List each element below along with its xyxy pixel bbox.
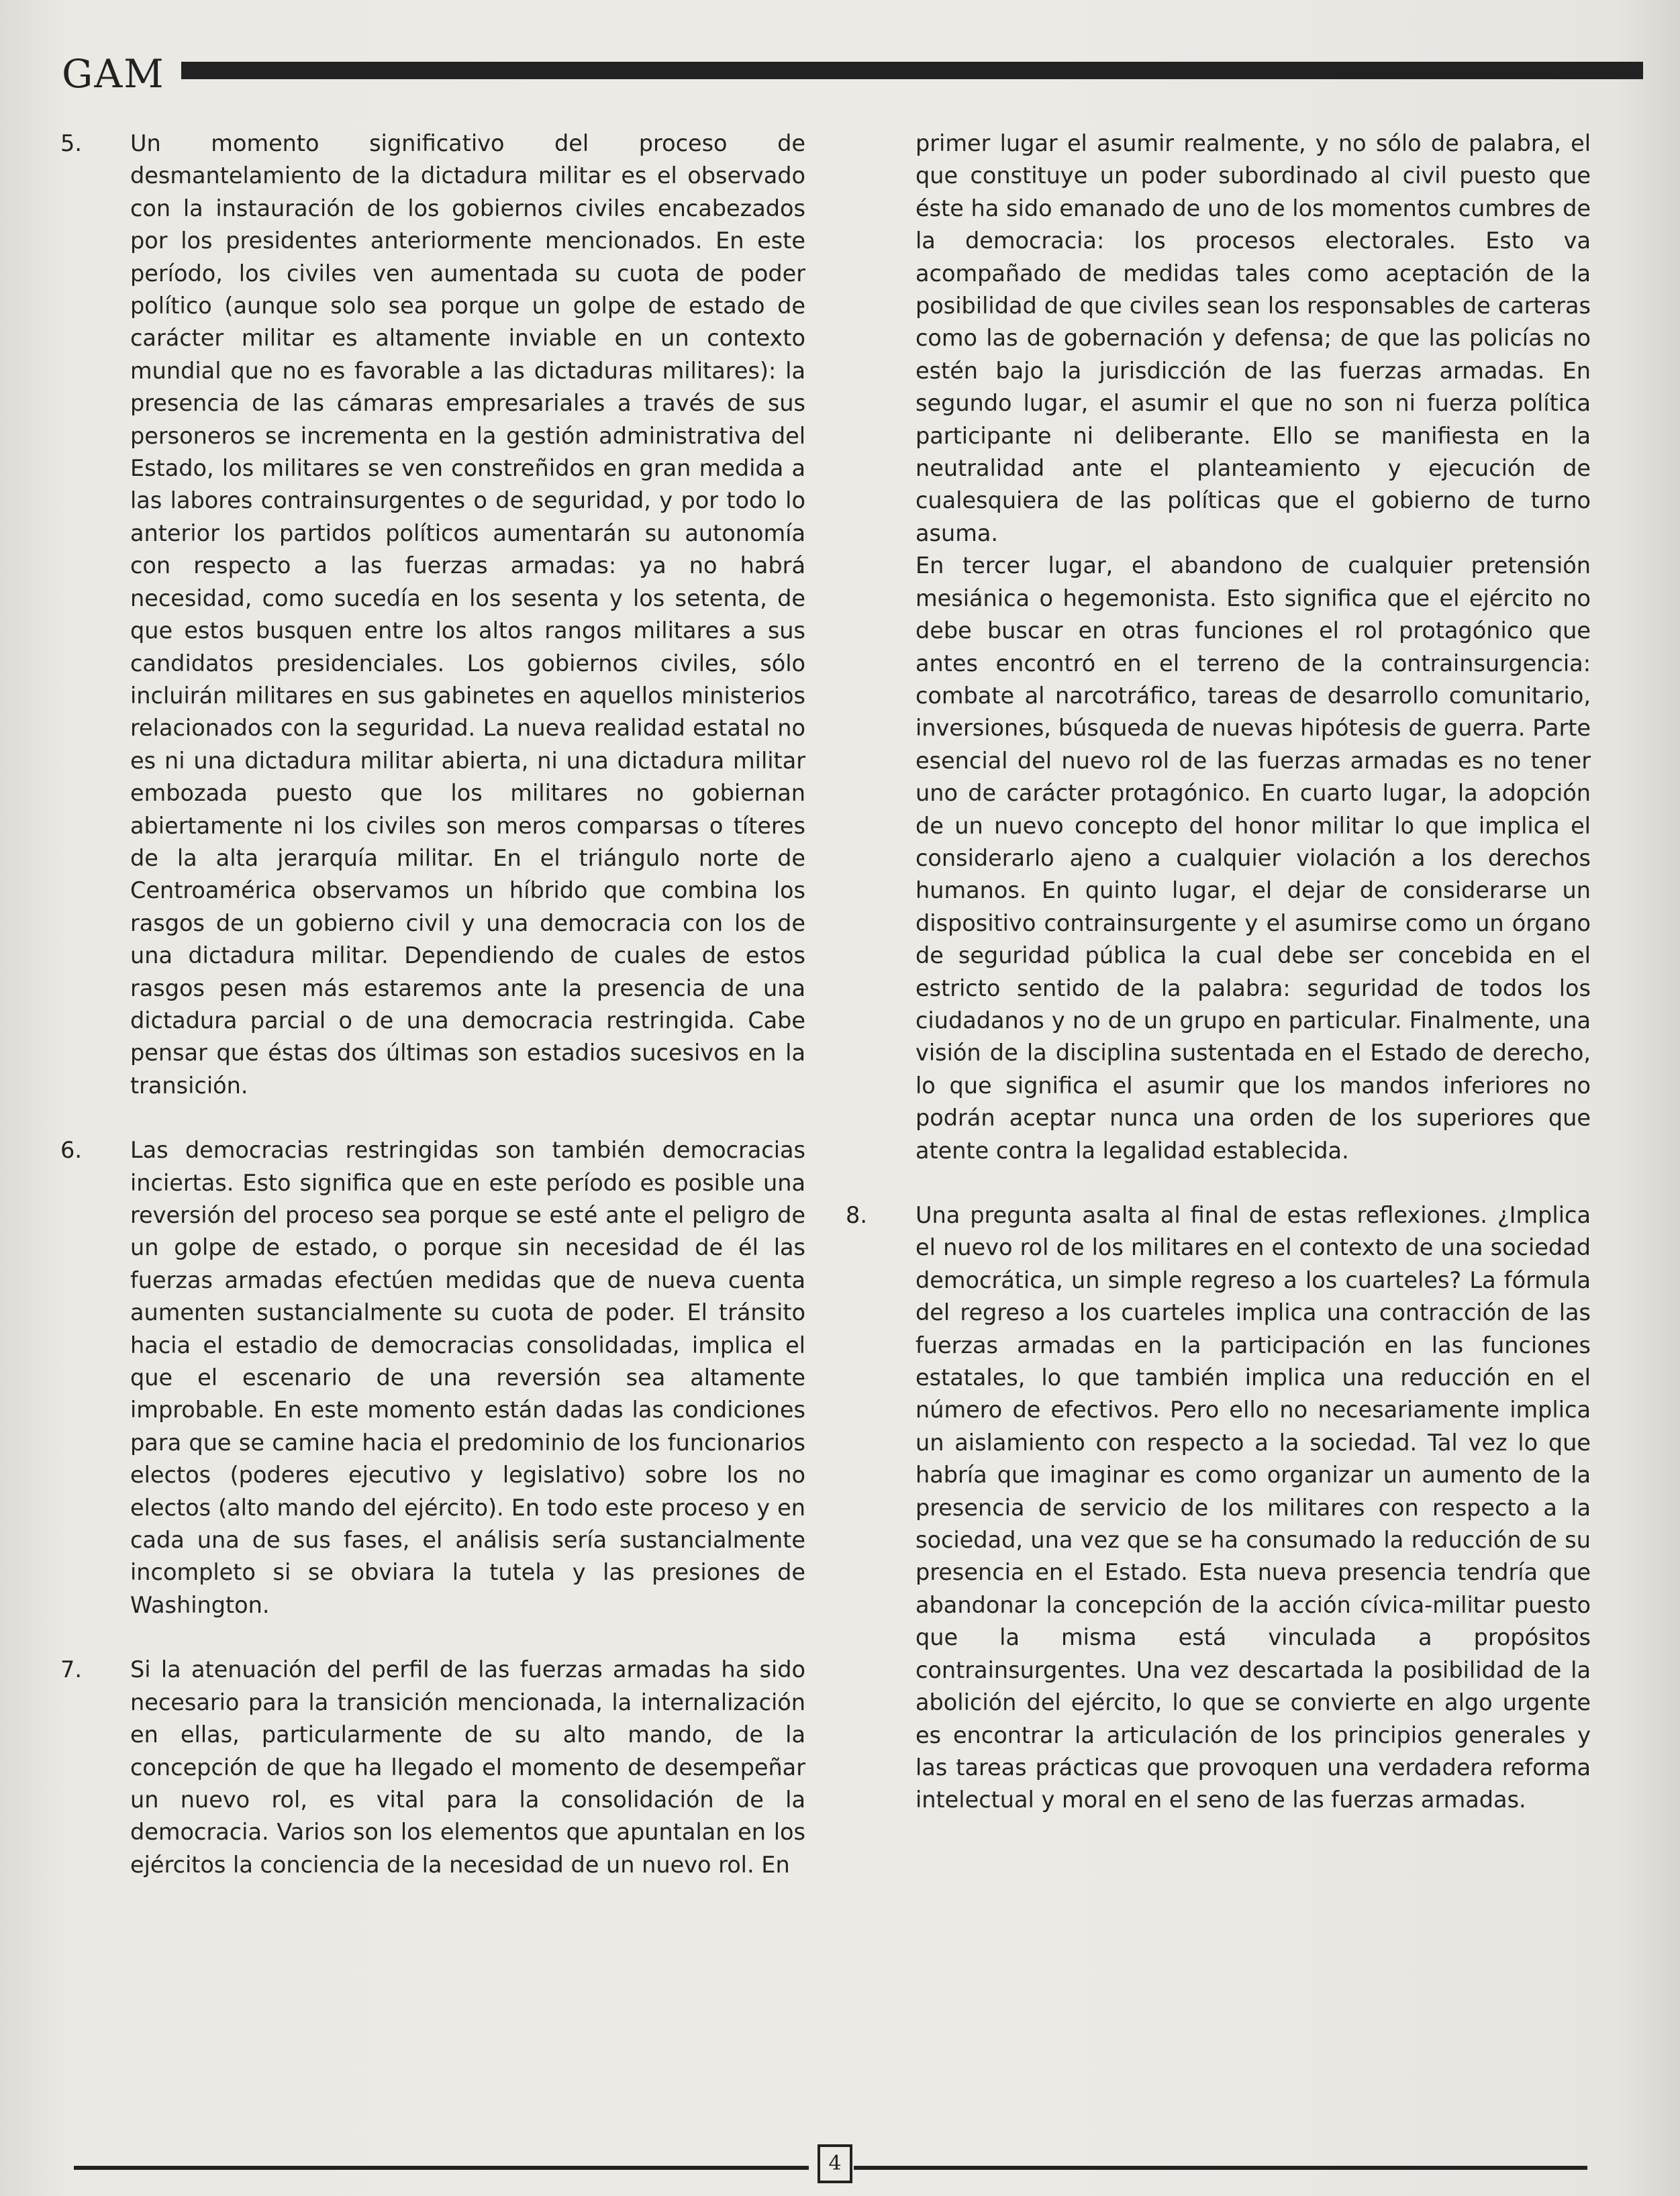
paragraph-number: 7.: [60, 1656, 82, 1683]
page-header: [62, 47, 1599, 101]
header-rule: [181, 62, 1643, 79]
paragraph-number: 6.: [60, 1137, 82, 1164]
paragraph-text: En tercer lugar, el abandono de cualquier pretensión mesiánica o hegemonista. Esto significa que el ejército no debe buscar en otras funciones el rol protagónico que antes encontró en el terreno de la contrainsurgencia: combate al narcotráfico, tareas de desarrollo comunitario, inversiones, búsqueda de nuevas hipótesis de guerra. Parte esencial del nuevo rol de las fuerzas armadas es no tener uno de carácter protagónico. En cuarto lugar, la adopción de un nuevo concepto del honor militar lo que implica el considerarlo ajeno a cualquier violación a los derechos humanos. En quinto lugar, el dejar de considerarse un dispositivo contrainsurgente y el asumirse como un órgano de seguridad pública la cual debe ser concebida en el estricto sentido de la palabra: seguridad de todos los ciudadanos y no de un grupo en particular. Finalmente, una visión de la disciplina sustentada en el Estado de derecho, lo que significa el asumir que los mandos inferiores no podrán aceptar nunca una orden de los superiores que atente contra la legalidad establecida.: [916, 552, 1591, 1164]
paragraph-7-continued: [846, 128, 1591, 550]
paragraph-number: 8.: [846, 1202, 867, 1228]
paragraph-text: Una pregunta asalta al final de estas reflexiones. ¿Implica el nuevo rol de los militares en el contexto de una sociedad democrática, un simple regreso a los cuarteles? La fórmula del regreso a los cuarteles implica una contracción de las fuerzas armadas en la participación en las funciones estatales, lo que también implica una reducción en el número de efectivos. Pero ello no necesariamente implica un aislamiento con respecto a la sociedad. Tal vez lo que habría que imaginar es como organizar un aumento de la presencia de servicio de los militares con respecto a la sociedad, una vez que se ha consumado la reducción de su presencia en el Estado. Esta nueva presencia tendría que abandonar la concepción de la acción cívica-militar puesto que la misma está vinculada a propósitos contrainsurgentes. Una vez descartada la posibilidad de la abolición del ejército, lo que se convierte en algo urgente es encontrar la articulación de los principios generales y las tareas prácticas que provoquen una verdadera reforma intelectual y moral en el seno de las fuerzas armadas.: [916, 1202, 1591, 1813]
paragraph-5: [60, 128, 805, 1102]
left-column: [60, 128, 805, 1881]
paragraph-text: Si la atenuación del perfil de las fuerzas armadas ha sido necesario para la transición mencionada, la internalización en ellas, particularmente de su alto mando, de la concepción de que ha llegado el momento de desempeñar un nuevo rol, es vital para la consolidación de la democracia. Varios son los elementos que apuntalan en los ejércitos la conciencia de la necesidad de un nuevo rol. En: [130, 1656, 805, 1878]
paragraph-7-continued-2: [846, 550, 1591, 1167]
footer-rule-right: [854, 2166, 1587, 2170]
paragraph-text: Las democracias restringidas son también democracias inciertas. Esto significa que en este período es posible una reversión del proceso sea porque se esté ante el peligro de un golpe de estado, o porque sin necesidad de él las fuerzas armadas efectúen medidas que de nueva cuenta aumenten sustancialmente su cuota de poder. El tránsito hacia el estadio de democracias consolidadas, implica el que el escenario de una reversión sea altamente improbable. En este momento están dadas las condiciones para que se camine hacia el predominio de los funcionarios electos (poderes ejecutivo y legislativo) sobre los no electos (alto mando del ejército). En todo este proceso y en cada una de sus fases, el análisis sería sustancialmente incompleto si se obviara la tutela y las presiones de Washington.: [130, 1137, 805, 1618]
paragraph-6: [60, 1134, 805, 1621]
paragraph-7: [60, 1654, 805, 1881]
gam-logo: GAM: [62, 51, 165, 97]
paragraph-text: primer lugar el asumir realmente, y no sólo de palabra, el que constituye un poder subordinado al civil puesto que éste ha sido emanado de uno de los momentos cumbres de la democracia: los procesos electorales. Esto va acompañado de medidas tales como aceptación de la posibilidad de que civiles sean los responsables de carteras como las de gobernación y defensa; de que las policías no estén bajo la jurisdicción de las fuerzas armadas. En segundo lugar, el asumir el que no son ni fuerza política participante ni deliberante. Ello se manifiesta en la neutralidad ante el planteamiento y ejecución de cualesquiera de las políticas que el gobierno de turno asuma.: [916, 130, 1591, 546]
right-column: [846, 128, 1591, 1817]
paragraph-8: [846, 1199, 1591, 1817]
paragraph-number: 5.: [60, 130, 82, 156]
paragraph-text: Un momento significativo del proceso de desmantelamiento de la dictadura militar es el observado con la instauración de los gobiernos civiles encabezados por los presidentes anteriormente mencionados. En este período, los civiles ven aumentada su cuota de poder político (aunque solo sea porque un golpe de estado de carácter militar es altamente inviable en un contexto mundial que no es favorable a las dictaduras militares): la presencia de las cámaras empresariales a través de sus personeros se incrementa en la gestión administrativa del Estado, los militares se ven constreñidos en gran medida a las labores contrainsurgentes o de seguridad, y por todo lo anterior los partidos políticos aumentarán su autonomía con respecto a las fuerzas armadas: ya no habrá necesidad, como sucedía en los sesenta y los setenta, de que estos busquen entre los altos rangos militares a sus candidatos presidenciales. Los gobiernos civiles, sólo incluirán militares en sus gabinetes en aquellos ministerios relacionados con la seguridad. La nueva realidad estatal no es ni una dictadura militar abierta, ni una dictadura militar embozada puesto que los militares no gobiernan abiertamente ni los civiles son meros comparsas o títeres de la alta jerarquía militar. En el triángulo norte de Centroamérica observamos un híbrido que combina los rasgos de un gobierno civil y una democracia con los de una dictadura militar. Dependiendo de cuales de estos rasgos pesen más estaremos ante la presencia de una dictadura parcial o de una democracia restringida. Cabe pensar que éstas dos últimas son estadios sucesivos en la transición.: [130, 130, 805, 1099]
page-number: 4: [818, 2144, 852, 2183]
page-footer: [74, 2144, 1587, 2185]
footer-rule-left: [74, 2166, 809, 2170]
